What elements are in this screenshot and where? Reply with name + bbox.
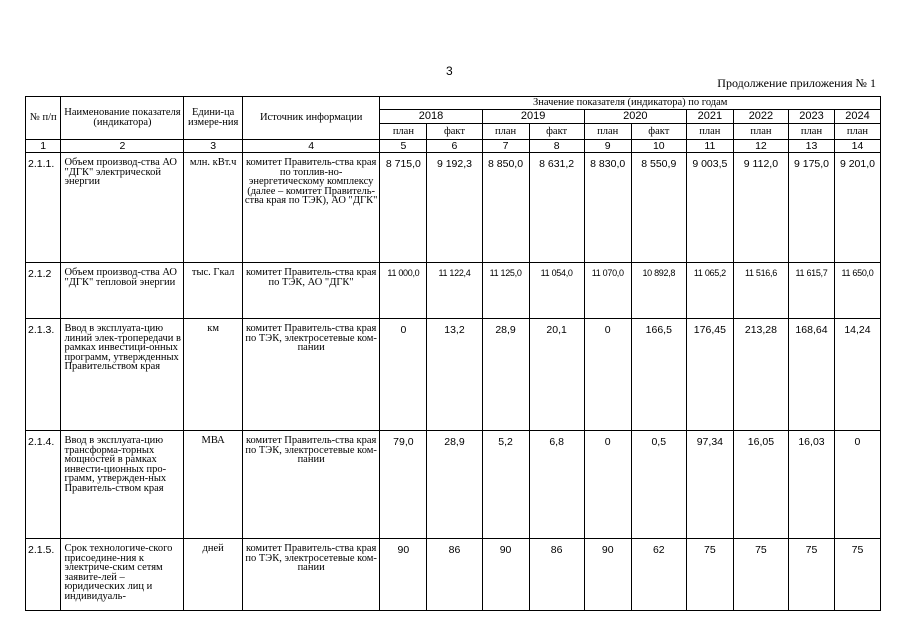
row-unit: млн. кВт.ч (184, 153, 242, 263)
table-row (26, 319, 881, 431)
value-2020-fact: 10 892,8 (631, 263, 686, 319)
value-2018-fact: 28,9 (427, 431, 482, 539)
row-code: 2.1.5. (26, 539, 61, 611)
value-2018-plan: 0 (380, 319, 427, 431)
value-2018-plan: 8 715,0 (380, 153, 427, 263)
page-number: 3 (446, 64, 453, 78)
row-unit: км (184, 319, 242, 431)
value-2020-fact: 8 550,9 (631, 153, 686, 263)
row-indicator-name: Объем производ-ства АО "ДГК" электрической энергии (61, 153, 184, 263)
value-2024-plan: 75 (834, 539, 880, 611)
header-plan: план (584, 124, 631, 140)
value-2019-plan: 8 850,0 (482, 153, 529, 263)
continuation-note: Продолжение приложения № 1 (717, 76, 876, 90)
table-row (26, 539, 881, 611)
indicators-table (25, 96, 881, 611)
header-year-2020: 2020 (584, 110, 686, 124)
value-2018-plan: 90 (380, 539, 427, 611)
value-2018-plan: 11 000,0 (380, 263, 427, 319)
value-2018-fact: 86 (427, 539, 482, 611)
column-number: 5 (380, 140, 427, 153)
value-2023-plan: 16,03 (789, 431, 835, 539)
value-2021-plan: 11 065,2 (686, 263, 733, 319)
value-2019-fact: 86 (529, 539, 584, 611)
value-2019-plan: 90 (482, 539, 529, 611)
header-fact: факт (529, 124, 584, 140)
value-2020-plan: 90 (584, 539, 631, 611)
row-code: 2.1.3. (26, 319, 61, 431)
value-2020-fact: 166,5 (631, 319, 686, 431)
header-plan: план (733, 124, 788, 140)
column-number: 3 (184, 140, 242, 153)
row-indicator-name: Объем производ-ства АО "ДГК" тепловой энергии (61, 263, 184, 319)
value-2019-plan: 28,9 (482, 319, 529, 431)
value-2020-fact: 0,5 (631, 431, 686, 539)
column-number: 1 (26, 140, 61, 153)
header-year-2021: 2021 (686, 110, 733, 124)
value-2022-plan: 9 112,0 (733, 153, 788, 263)
header-unit: Едини-ца измере-ния (184, 97, 242, 140)
row-source: комитет Правитель-ства края по топлив-но-энергетическому комплексу (далее – комитет Правитель-ства края по ТЭК), АО "ДГК" (242, 153, 380, 263)
table-row (26, 153, 881, 263)
value-2019-fact: 8 631,2 (529, 153, 584, 263)
header-values-title: Значение показателя (индикатора) по годам (380, 97, 881, 110)
table-row (26, 263, 881, 319)
column-number: 4 (242, 140, 380, 153)
value-2024-plan: 9 201,0 (834, 153, 880, 263)
value-2020-fact: 62 (631, 539, 686, 611)
header-plan: план (482, 124, 529, 140)
value-2021-plan: 176,45 (686, 319, 733, 431)
value-2022-plan: 16,05 (733, 431, 788, 539)
value-2019-plan: 11 125,0 (482, 263, 529, 319)
value-2023-plan: 168,64 (789, 319, 835, 431)
value-2018-plan: 79,0 (380, 431, 427, 539)
row-indicator-name: Ввод в эксплуата-цию трансформа-торных мощностей в рамках инвести-ционных про-грамм, утвержден-ных Правитель-ством края (61, 431, 184, 539)
header-year-2023: 2023 (789, 110, 835, 124)
table-row (26, 431, 881, 539)
column-number: 14 (834, 140, 880, 153)
row-source: комитет Правитель-ства края по ТЭК, электросетевые ком-пании (242, 431, 380, 539)
header-plan: план (789, 124, 835, 140)
row-code: 2.1.2 (26, 263, 61, 319)
header-fact: факт (631, 124, 686, 140)
row-source: комитет Правитель-ства края по ТЭК, электросетевые ком-пании (242, 319, 380, 431)
header-source: Источник информации (242, 97, 380, 140)
column-number: 9 (584, 140, 631, 153)
value-2021-plan: 75 (686, 539, 733, 611)
row-indicator-name: Ввод в эксплуата-цию линий элек-тропередачи в рамках инвестици-онных программ, утвержденных Правительством края (61, 319, 184, 431)
row-indicator-name: Срок технологиче-ского присоедине-ния к электриче-ским сетям заявите-лей – юридических лиц и индивидуаль- (61, 539, 184, 611)
value-2022-plan: 213,28 (733, 319, 788, 431)
header-name: Наименование показателя (индикатора) (61, 97, 184, 140)
column-number: 11 (686, 140, 733, 153)
value-2023-plan: 9 175,0 (789, 153, 835, 263)
column-number: 6 (427, 140, 482, 153)
header-plan: план (834, 124, 880, 140)
value-2021-plan: 97,34 (686, 431, 733, 539)
value-2024-plan: 11 650,0 (834, 263, 880, 319)
row-code: 2.1.1. (26, 153, 61, 263)
value-2019-fact: 11 054,0 (529, 263, 584, 319)
column-number: 12 (733, 140, 788, 153)
header-year-2022: 2022 (733, 110, 788, 124)
column-number: 10 (631, 140, 686, 153)
header-no: № п/п (26, 97, 61, 140)
value-2020-plan: 0 (584, 431, 631, 539)
header-plan: план (380, 124, 427, 140)
value-2022-plan: 75 (733, 539, 788, 611)
header-fact: факт (427, 124, 482, 140)
header-year-2024: 2024 (834, 110, 880, 124)
value-2020-plan: 8 830,0 (584, 153, 631, 263)
value-2024-plan: 14,24 (834, 319, 880, 431)
value-2023-plan: 11 615,7 (789, 263, 835, 319)
value-2019-fact: 20,1 (529, 319, 584, 431)
value-2021-plan: 9 003,5 (686, 153, 733, 263)
row-code: 2.1.4. (26, 431, 61, 539)
value-2019-plan: 5,2 (482, 431, 529, 539)
column-number: 13 (789, 140, 835, 153)
row-unit: дней (184, 539, 242, 611)
column-number: 8 (529, 140, 584, 153)
value-2018-fact: 9 192,3 (427, 153, 482, 263)
value-2023-plan: 75 (789, 539, 835, 611)
row-source: комитет Правитель-ства края по ТЭК, электросетевые ком-пании (242, 539, 380, 611)
column-number: 2 (61, 140, 184, 153)
header-plan: план (686, 124, 733, 140)
column-number: 7 (482, 140, 529, 153)
value-2018-fact: 13,2 (427, 319, 482, 431)
value-2018-fact: 11 122,4 (427, 263, 482, 319)
header-year-2019: 2019 (482, 110, 584, 124)
row-unit: тыс. Гкал (184, 263, 242, 319)
value-2020-plan: 0 (584, 319, 631, 431)
value-2024-plan: 0 (834, 431, 880, 539)
value-2022-plan: 11 516,6 (733, 263, 788, 319)
header-year-2018: 2018 (380, 110, 482, 124)
row-source: комитет Правитель-ства края по ТЭК, АО "ДГК" (242, 263, 380, 319)
row-unit: МВА (184, 431, 242, 539)
value-2020-plan: 11 070,0 (584, 263, 631, 319)
value-2019-fact: 6,8 (529, 431, 584, 539)
column-number-row (26, 140, 881, 153)
